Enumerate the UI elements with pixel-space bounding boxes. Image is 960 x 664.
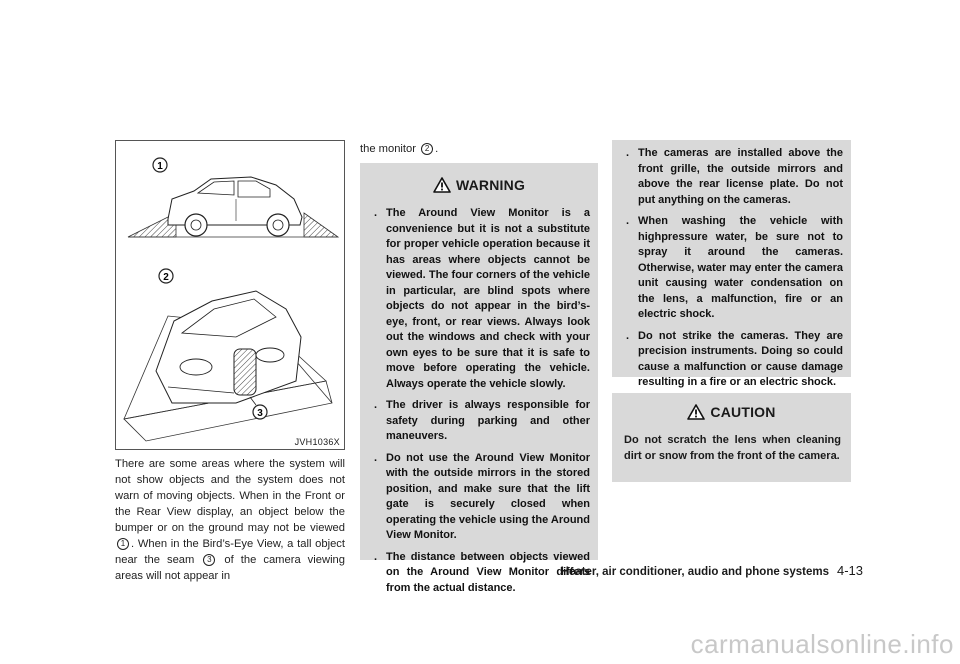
caution-title: CAUTION: [710, 404, 776, 420]
warning-box: [360, 163, 598, 594]
marker-3: [250, 397, 267, 419]
marker-1: [153, 158, 167, 172]
watermark: carmanualsonline.info: [690, 629, 954, 659]
left-text-part2: . When in the Bird’s-Eye View, a tall object near the seam: [115, 538, 345, 566]
warning-item: . The Around View Monitor is a convenience but it is not a substitute for proper vehicle operation because it has areas where objects cannot be viewed. The four corners of the vehicle in particular, are blind spots where objects do not appear in the bird’s-eye, front, or rear views. Always look out the windows and check with your own eyes to be sure that it is safe to move before operating the vehicle. Always operate the vehicle slowly.: [374, 207, 590, 390]
warning-item-text: When washing the vehicle with highpressure water, be sure not to spray it around the cameras. Otherwise, water may enter the camera unit causing water condensation on the lens, a malfunction, fire or an electric shock.: [638, 215, 843, 320]
svg-text:3: 3: [257, 408, 263, 419]
warning-item-text: The Around View Monitor is a convenience but it is not a substitute for proper vehicle operation because it has areas where objects cannot be viewed. The four corners of the vehicle in particular, are blind spots where objects do not appear in the bird’s-eye, front, or rear views. Always look out the windows and check with your own eyes to be sure that it is safe to move before operating the vehicle. Always operate the vehicle slowly.: [386, 207, 590, 390]
svg-text:2: 2: [163, 272, 169, 283]
warning-item: . When washing the vehicle with highpressure water, be sure not to spray it around the cameras. Otherwise, water may enter the camera unit causing water condensation on the lens, a malfunction, fire or an electric shock.: [626, 215, 843, 320]
marker-1-ref: 1: [117, 538, 129, 550]
mid-text-part1: the monitor: [360, 143, 416, 155]
figure-code: JVH1036X: [294, 437, 340, 447]
warning-item-text: Do not use the Around View Monitor with the outside mirrors in the stored position, and make sure that the lift gate is securely closed when operating the vehicle using the Around View Monitor.: [386, 451, 590, 541]
warning-item-text: The distance between objects viewed on the Around View Monitor differs from the actual distance.: [386, 550, 590, 594]
warning-item: . Do not strike the cameras. They are precision instruments. Doing so could cause a malfunction or cause damage resulting in a fire or an electric shock.: [626, 329, 843, 388]
marker-2-ref: 2: [421, 143, 433, 155]
footer-section: Heater, air conditioner, audio and phone systems: [560, 566, 829, 578]
mid-body-text: [360, 141, 600, 157]
warning-title-row: [360, 174, 598, 196]
warning-item: . Do not use the Around View Monitor with the outside mirrors in the stored position, and make sure that the lift gate is securely closed when operating the vehicle using the Around View Monitor.: [374, 451, 590, 541]
marker-2: [159, 269, 173, 283]
warning-item-text: The driver is always responsible for safety during parking and other maneuvers.: [386, 399, 590, 442]
warning-continued-list: [612, 140, 851, 391]
warning-box-continued: [612, 140, 851, 388]
left-text-part3: of the camera viewing areas will not appear in: [115, 554, 345, 582]
birds-eye-view-car: [124, 291, 332, 441]
left-body-text: [115, 456, 345, 584]
marker-3-ref: 3: [203, 554, 215, 566]
warning-title: WARNING: [455, 177, 526, 193]
warning-item: . The cameras are installed above the front grille, the outside mirrors and above the rear license plate. Do not put anything on the cameras.: [626, 147, 843, 206]
camera-diagram: [115, 140, 345, 450]
warning-icon: [433, 177, 451, 193]
left-text-part1: There are some areas where the system will not show objects and the system does not warn of moving objects. When in the Front or the Rear View display, an object below the bumper or on the ground may not be viewed: [115, 458, 345, 534]
warning-list: [360, 196, 598, 596]
warning-item-text: Do not strike the cameras. They are precision instruments. Doing so could cause a malfunction or cause damage resulting in a fire or an electric shock.: [638, 329, 843, 388]
warning-item: . The distance between objects viewed on the Around View Monitor differs from the actual distance.: [374, 550, 590, 594]
caution-title-row: [612, 401, 851, 423]
page-footer: [561, 563, 863, 578]
mid-text-part2: .: [435, 143, 439, 155]
caution-icon: [687, 404, 705, 420]
svg-text:1: 1: [157, 161, 163, 172]
side-view-car: [128, 177, 338, 237]
warning-item: . The driver is always responsible for safety during parking and other maneuvers.: [374, 399, 590, 442]
warning-item-text: The cameras are installed above the front grille, the outside mirrors and above the rear license plate. Do not put anything on the cameras.: [638, 147, 843, 206]
caution-text: Do not scratch the lens when cleaning dirt or snow from the front of the camera.: [624, 434, 841, 462]
caution-box: [612, 393, 851, 482]
page-number: 4-13: [836, 563, 863, 578]
vehicle-illustration: [116, 141, 344, 449]
